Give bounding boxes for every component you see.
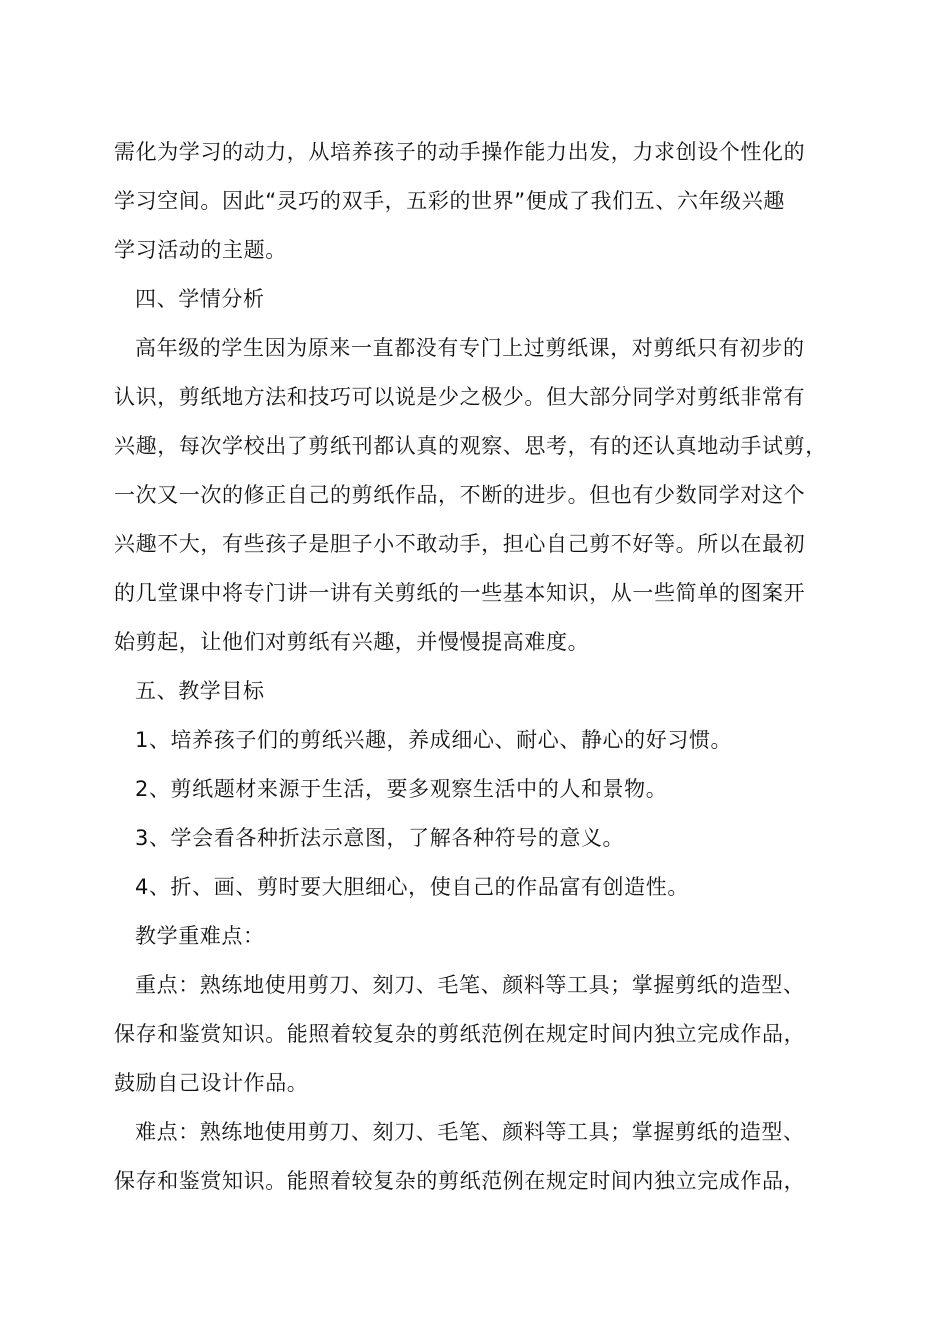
paragraph-intro-continuation (114, 128, 842, 275)
list-item-goal-2 (114, 765, 842, 814)
text-line: 兴趣不大，有些孩子是胆子小不敢动手，担心自己剪不好等。所以在最初 (114, 532, 806, 556)
text-line: 4、折、画、剪时要大胆细心，使自己的作品富有创造性。 (135, 875, 689, 899)
text-line: 始剪起，让他们对剪纸有兴趣，并慢慢提高难度。 (114, 630, 590, 654)
text-line: 2、剪纸题材来源于生活，要多观察生活中的人和景物。 (135, 777, 668, 801)
text-line: 鼓励自己设计作品。 (114, 1071, 309, 1095)
section-heading-teaching-goals (114, 667, 842, 716)
paragraph-key-point (114, 961, 842, 1108)
heading-text: 教学重难点： (135, 924, 265, 948)
text-line: 重点：熟练地使用剪刀、刻刀、毛笔、颜料等工具；掌握剪纸的造型、 (135, 973, 805, 997)
paragraph-difficult-point (114, 1108, 842, 1206)
text-line: 高年级的学生因为原来一直都没有专门上过剪纸课，对剪纸只有初步的 (135, 336, 805, 360)
heading-text: 四、学情分析 (135, 287, 265, 311)
text-line: 学习空间。因此“灵巧的双手，五彩的世界”便成了我们五、六年级兴趣 (114, 189, 785, 213)
text-line: 1、培养孩子们的剪纸兴趣，养成细心、耐心、静心的好习惯。 (135, 728, 733, 752)
section-heading-key-difficult-points (114, 912, 842, 961)
paragraph-student-analysis (114, 324, 842, 667)
list-item-goal-3 (114, 814, 842, 863)
text-line: 兴趣，每次学校出了剪纸刊都认真的观察、思考，有的还认真地动手试剪， (114, 434, 827, 458)
section-heading-student-analysis (114, 275, 842, 324)
text-line: 3、学会看各种折法示意图，了解各种符号的意义。 (135, 826, 625, 850)
text-line: 的几堂课中将专门讲一讲有关剪纸的一些基本知识，从一些简单的图案开 (114, 581, 806, 605)
text-line: 保存和鉴赏知识。能照着较复杂的剪纸范例在规定时间内独立完成作品， (114, 1169, 806, 1193)
text-line: 一次又一次的修正自己的剪纸作品，不断的进步。但也有少数同学对这个 (114, 483, 806, 507)
list-item-goal-4 (114, 863, 842, 912)
document-body (114, 128, 842, 1206)
heading-text: 五、教学目标 (135, 679, 265, 703)
text-line: 需化为学习的动力，从培养孩子的动手操作能力出发，力求创设个性化的 (114, 140, 806, 164)
text-line: 保存和鉴赏知识。能照着较复杂的剪纸范例在规定时间内独立完成作品， (114, 1022, 806, 1046)
text-line: 难点：熟练地使用剪刀、刻刀、毛笔、颜料等工具；掌握剪纸的造型、 (135, 1120, 805, 1144)
list-item-goal-1 (114, 716, 842, 765)
text-line: 学习活动的主题。 (114, 238, 287, 262)
text-line: 认识，剪纸地方法和技巧可以说是少之极少。但大部分同学对剪纸非常有 (114, 385, 806, 409)
